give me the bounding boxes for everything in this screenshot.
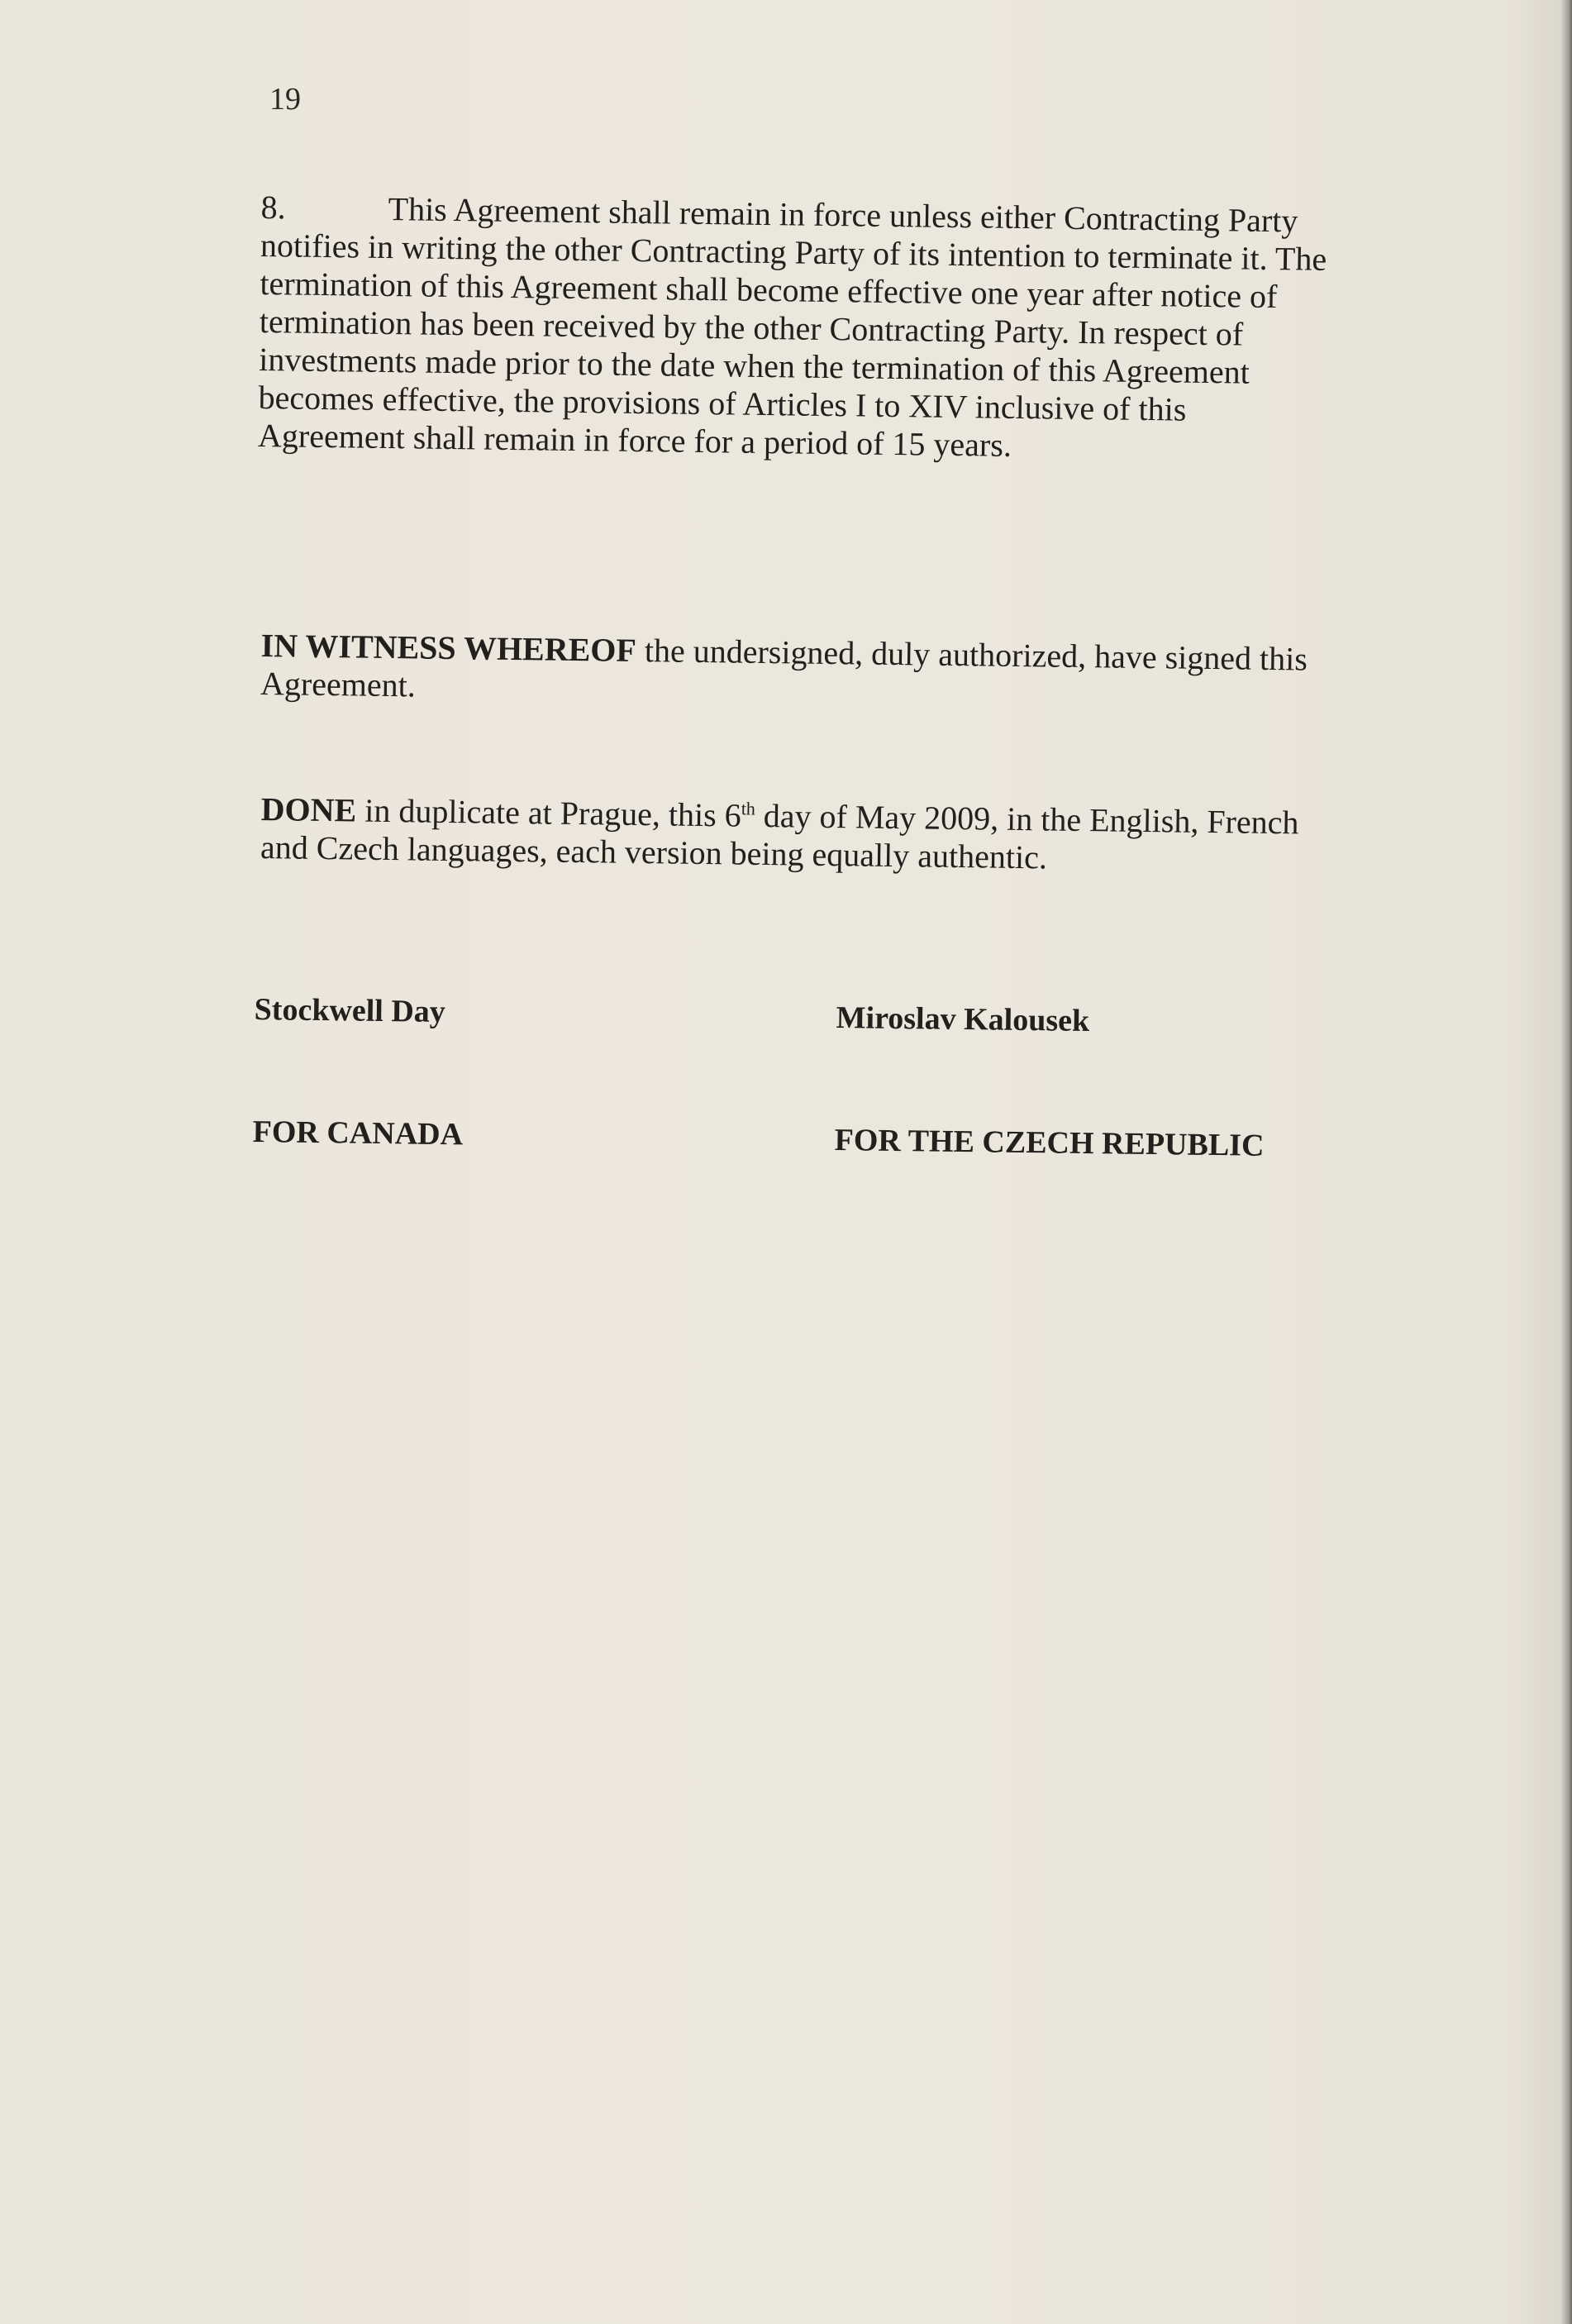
witness-text: the undersigned, duly authorized, have signed this bbox=[636, 631, 1308, 678]
paragraph-8-line-2: notifies in writing the other Contracting Party of its intention to terminate it. The bbox=[260, 226, 1327, 278]
done-heading: DONE bbox=[260, 790, 357, 829]
ordinal-suffix: th bbox=[741, 798, 756, 819]
paragraph-8-line-3: termination of this Agreement shall become effective one year after notice of bbox=[260, 264, 1278, 316]
paragraph-8 bbox=[258, 188, 1402, 470]
paragraph-text: This Agreement shall remain in force unless either Contracting Party bbox=[388, 190, 1298, 240]
witness-line-2: Agreement. bbox=[260, 664, 417, 704]
done-clause bbox=[260, 790, 1402, 881]
paragraph-8-line-5: investments made prior to the date when the termination of this Agreement bbox=[259, 340, 1250, 391]
paragraph-8-line-6: becomes effective, the provisions of Articles I to XIV inclusive of this bbox=[258, 378, 1187, 428]
signatory-czech-country: FOR THE CZECH REPUBLIC bbox=[834, 1122, 1265, 1163]
witness-heading: IN WITNESS WHEREOF bbox=[260, 627, 637, 669]
page-edge-shadow bbox=[1560, 0, 1572, 2324]
witness-clause bbox=[260, 627, 1402, 718]
signatory-canada-name: Stockwell Day bbox=[254, 991, 446, 1030]
paragraph-8-line-4: termination has been received by the other Contracting Party. In respect of bbox=[259, 302, 1244, 353]
done-line-2: and Czech languages, each version being equally authentic. bbox=[260, 828, 1048, 876]
paragraph-8-line-7: Agreement shall remain in force for a period of 15 years. bbox=[257, 416, 1012, 464]
signatory-czech-name: Miroslav Kalousek bbox=[836, 1000, 1090, 1039]
page-number: 19 bbox=[269, 82, 301, 117]
done-text-before: in duplicate at Prague, this 6 bbox=[355, 791, 741, 834]
signatory-canada-country: FOR CANADA bbox=[252, 1114, 464, 1152]
done-text-after: day of May 2009, in the English, French bbox=[755, 796, 1299, 842]
paragraph-number: 8. bbox=[260, 188, 286, 227]
